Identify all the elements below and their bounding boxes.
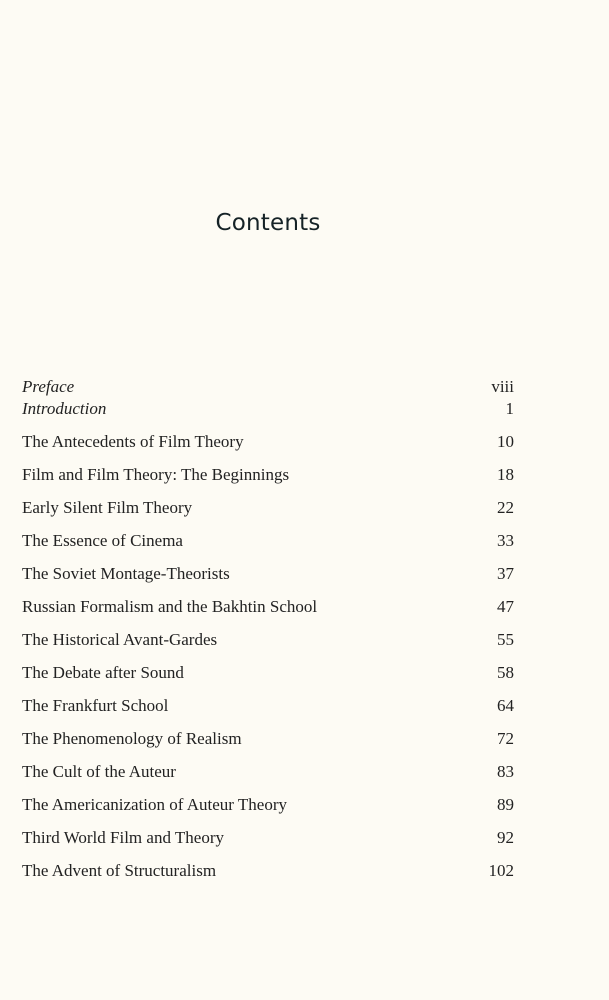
toc-entry-page: viii	[491, 377, 514, 396]
toc-entry[interactable]	[22, 431, 514, 453]
toc-entry-page: 33	[497, 531, 514, 550]
toc-entry-page: 83	[497, 762, 514, 781]
toc-entry[interactable]	[22, 563, 514, 585]
toc-entry-label: The Debate after Sound	[22, 663, 184, 682]
toc-entry-label: Early Silent Film Theory	[22, 498, 193, 517]
toc-entry-preface[interactable]	[22, 376, 514, 398]
toc-entry-page: 1	[505, 399, 514, 418]
toc-entry-page: 72	[497, 729, 514, 748]
toc-entry[interactable]	[22, 695, 514, 717]
toc-entry-label: Preface	[22, 377, 75, 396]
toc-entry-page: 102	[488, 861, 514, 880]
toc-entry-page: 58	[497, 663, 514, 682]
toc-entry-introduction[interactable]	[22, 398, 514, 420]
toc-entry[interactable]	[22, 860, 514, 882]
toc-entry-label: Introduction	[22, 399, 107, 418]
toc-entry-label: Russian Formalism and the Bakhtin School	[22, 597, 318, 616]
toc-entry-page: 10	[497, 432, 514, 451]
toc-entry-page: 89	[497, 795, 514, 814]
toc-entry-page: 22	[497, 498, 514, 517]
toc-entry-page: 18	[497, 465, 514, 484]
toc-entry[interactable]	[22, 497, 514, 519]
toc-entry[interactable]	[22, 596, 514, 618]
toc-entry[interactable]	[22, 629, 514, 651]
page-title: Contents	[215, 210, 321, 236]
toc-entry-label: The Essence of Cinema	[22, 531, 183, 550]
toc-entry-label: The Americanization of Auteur Theory	[22, 795, 287, 814]
toc-entry-page: 92	[497, 828, 514, 847]
toc-entry-page: 37	[497, 564, 514, 583]
toc-entry-label: The Soviet Montage-Theorists	[22, 564, 230, 583]
toc-entry-label: Film and Film Theory: The Beginnings	[22, 465, 290, 484]
toc-entry-label: The Frankfurt School	[22, 696, 169, 715]
toc-entry[interactable]	[22, 794, 514, 816]
toc-entry-label: The Phenomenology of Realism	[22, 729, 242, 748]
toc-entry[interactable]	[22, 530, 514, 552]
toc-entry-label: The Cult of the Auteur	[22, 762, 176, 781]
toc-entry-page: 47	[497, 597, 514, 616]
toc-entry-label: The Advent of Structuralism	[22, 861, 217, 880]
toc-entry[interactable]	[22, 662, 514, 684]
toc-entry-label: Third World Film and Theory	[22, 828, 224, 847]
toc-entry-label: The Antecedents of Film Theory	[22, 432, 244, 451]
toc-entry-page: 55	[497, 630, 514, 649]
toc-entry[interactable]	[22, 728, 514, 750]
toc-entry-page: 64	[497, 696, 514, 715]
toc-entry-label: The Historical Avant-Gardes	[22, 630, 218, 649]
toc-entry[interactable]	[22, 464, 514, 486]
toc-entry[interactable]	[22, 827, 514, 849]
toc-entry[interactable]	[22, 761, 514, 783]
